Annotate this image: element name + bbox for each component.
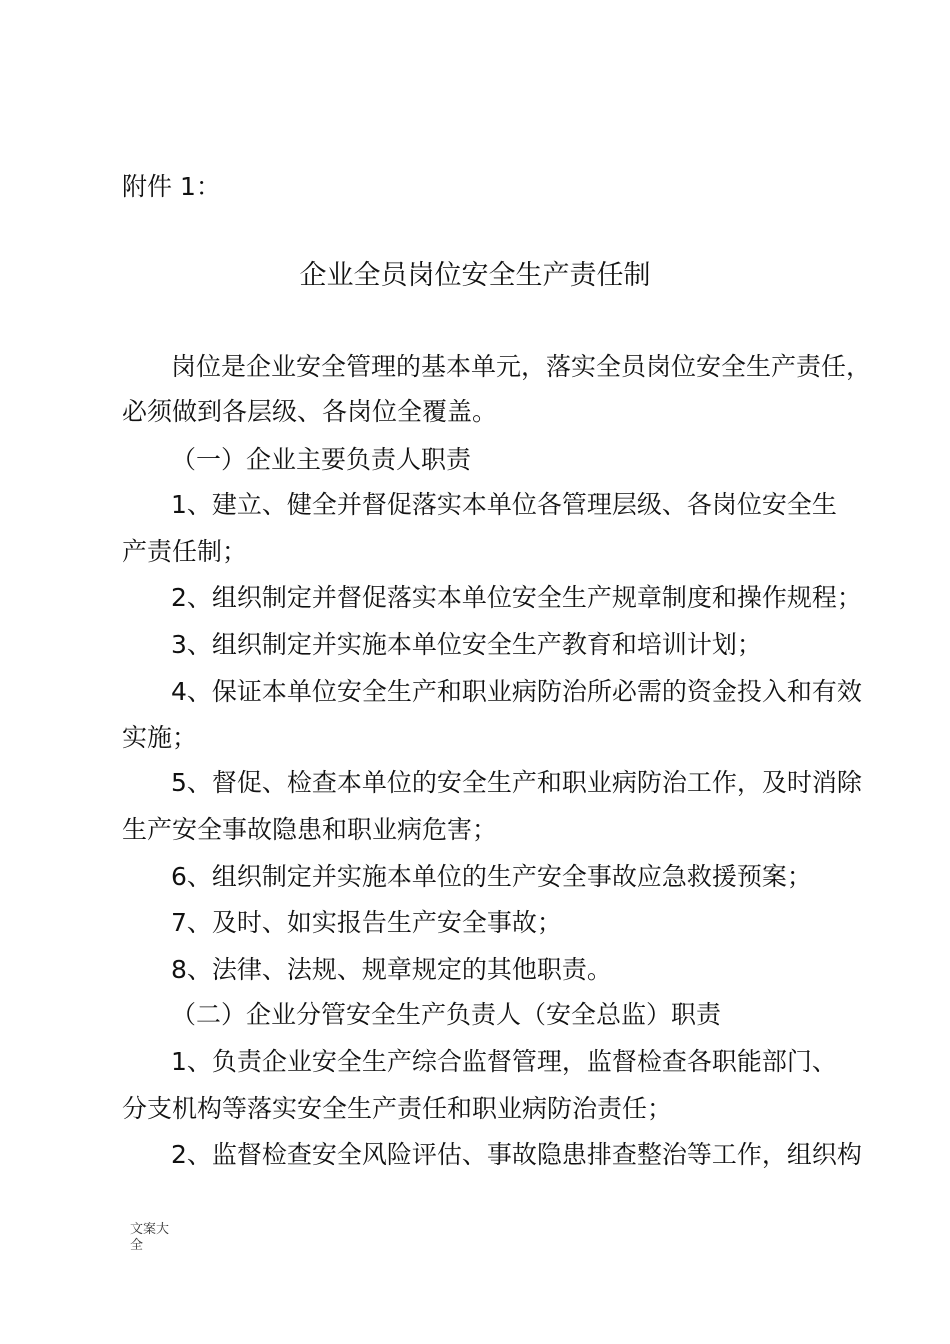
- section-heading: （一）企业主要负责人职责: [171, 445, 472, 474]
- body-line: 5、督促、检查本单位的安全生产和职业病防治工作，及时消除: [171, 768, 862, 797]
- body-line: 分支机构等落实安全生产责任和职业病防治责任；: [122, 1094, 673, 1123]
- body-line: 3、组织制定并实施本单位安全生产教育和培训计划；: [171, 630, 762, 659]
- body-line: 生产安全事故隐患和职业病危害；: [122, 815, 498, 844]
- body-line: 8、法律、法规、规章规定的其他职责。: [171, 955, 612, 984]
- page-footer: [130, 1222, 169, 1254]
- footer-line: 全: [130, 1238, 144, 1253]
- body-line: 岗位是企业安全管理的基本单元，落实全员岗位安全生产责任，: [171, 352, 872, 381]
- body-line: 1、建立、健全并督促落实本单位各管理层级、各岗位安全生: [171, 490, 837, 519]
- body-line: 1、负责企业安全生产综合监督管理，监督检查各职能部门、: [171, 1047, 837, 1076]
- body-line: 7、及时、如实报告生产安全事故；: [171, 908, 562, 937]
- attachment-label: 附件 1：: [122, 172, 221, 201]
- body-line: 产责任制；: [122, 537, 248, 566]
- body-line: 6、组织制定并实施本单位的生产安全事故应急救援预案；: [171, 862, 812, 891]
- body-line: 4、保证本单位安全生产和职业病防治所必需的资金投入和有效: [171, 677, 862, 706]
- body-line: 2、组织制定并督促落实本单位安全生产规章制度和操作规程；: [171, 583, 862, 612]
- body-line: 实施；: [122, 723, 198, 752]
- section-heading: （二）企业分管安全生产负责人（安全总监）职责: [171, 1000, 722, 1029]
- document-title: 企业全员岗位安全生产责任制: [299, 260, 651, 291]
- body-line: 必须做到各层级、各岗位全覆盖。: [122, 397, 498, 426]
- footer-line: 文案大: [130, 1222, 170, 1237]
- body-line: 2、监督检查安全风险评估、事故隐患排查整治等工作，组织构: [171, 1140, 862, 1169]
